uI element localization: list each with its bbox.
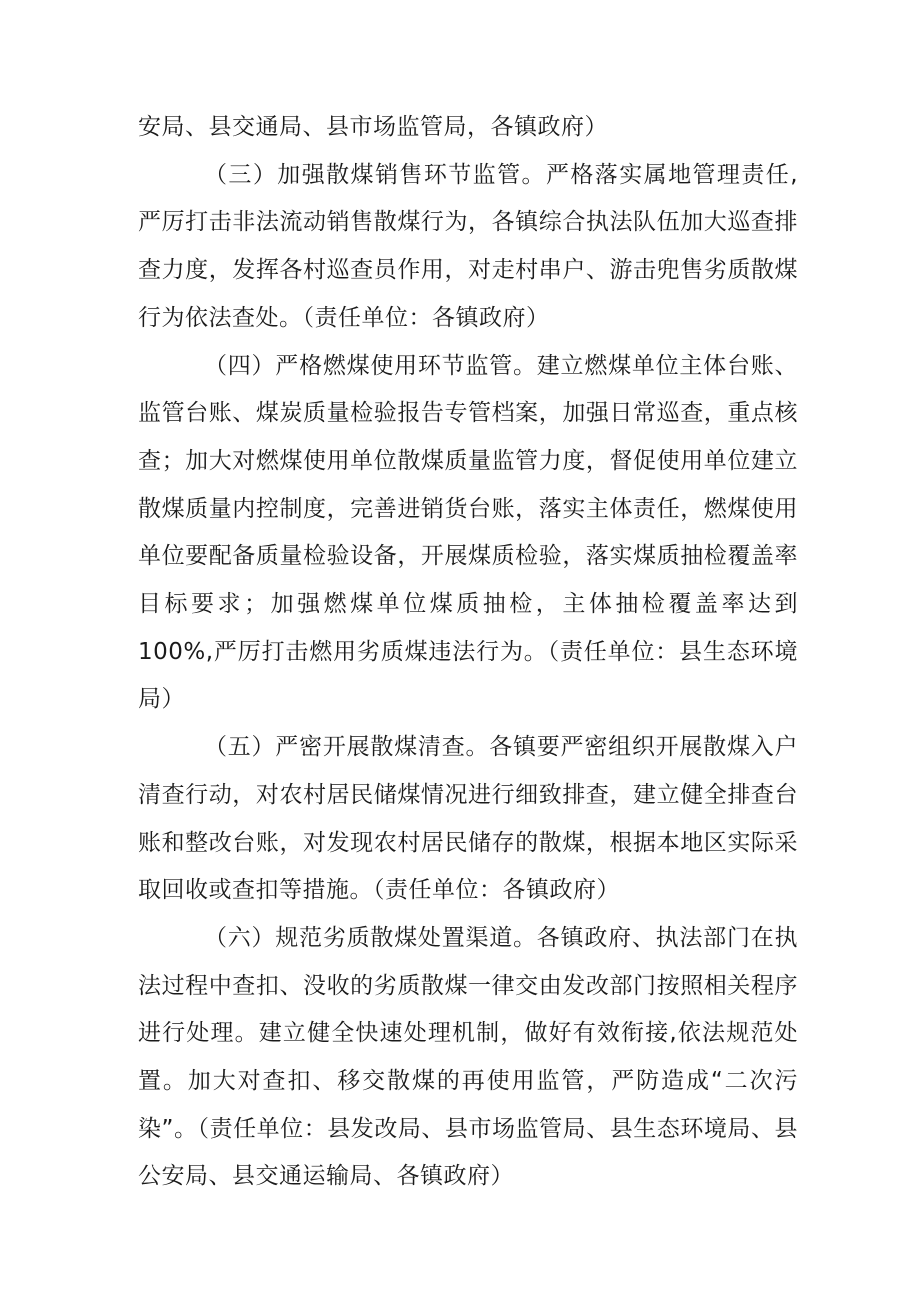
- paragraph-item-4: （四）严格燃煤使用环节监管。建立燃煤单位主体台账、监管台账、煤炭质量检验报告专管档案，加强日常巡查，重点核查；加大对燃煤使用单位散煤质量监管力度，督促使用单位建立散煤质量内控制度，完善进销货台账，落实主体责任，燃煤使用单位要配备质量检验设备，开展煤质检验，落实煤质抽检覆盖率目标要求；加强燃煤单位煤质抽检，主体抽检覆盖率达到100%,严厉打击燃用劣质煤违法行为。（责任单位：县生态环境局）: [138, 352, 798, 713]
- paragraph-item-5: （五）严密开展散煤清查。各镇要严密组织开展散煤入户清查行动，对农村居民储煤情况进行细致排查，建立健全排查台账和整改台账，对发现农村居民储存的散煤，根据本地区实际采取回收或查扣等措施。（责任单位：各镇政府）: [138, 734, 798, 904]
- paragraph-continuation: 安局、县交通局、县市场监管局，各镇政府）: [138, 114, 608, 140]
- paragraph-item-6: （六）规范劣质散煤处置渠道。各镇政府、执法部门在执法过程中查扣、没收的劣质散煤一律交由发改部门按照相关程序进行处理。建立健全快速处理机制，做好有效衔接,依法规范处置。加大对查扣、移交散煤的再使用监管，严防造成“二次污染”。（责任单位：县发改局、县市场监管局、县生态环境局、县公安局、县交通运输局、各镇政府）: [138, 924, 798, 1190]
- paragraph-item-3: （三）加强散煤销售环节监管。严格落实属地管理责任,严厉打击非法流动销售散煤行为，各镇综合执法队伍加大巡查排查力度，发挥各村巡查员作用，对走村串户、游击兜售劣质散煤行为依法查处。（责任单位：各镇政府）: [138, 161, 798, 331]
- document-body: [138, 104, 798, 1201]
